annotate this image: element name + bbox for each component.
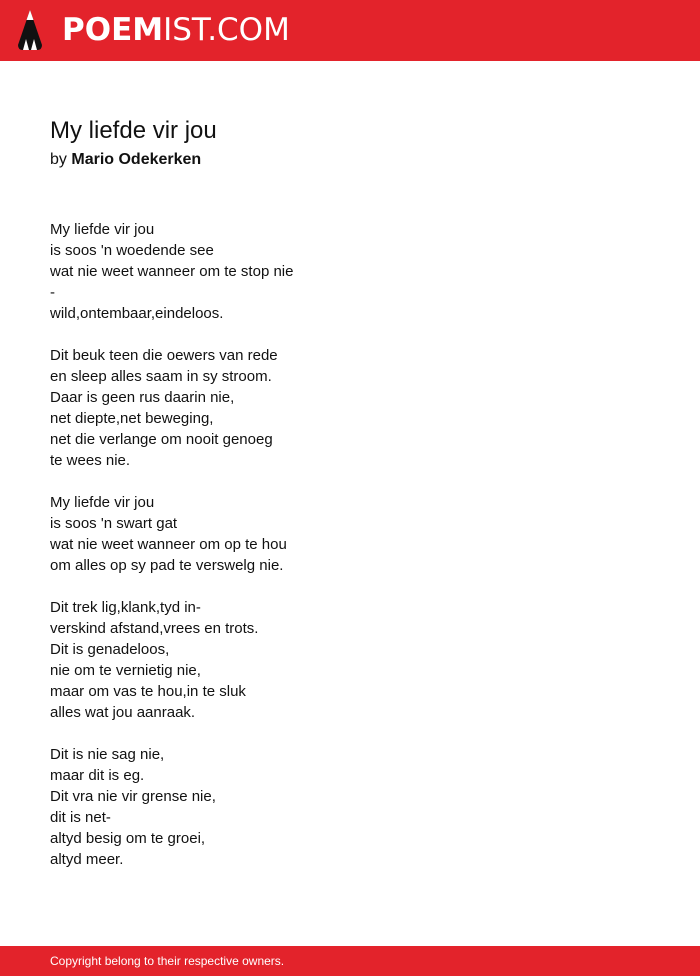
poem-line: wat nie weet wanneer om op te hou bbox=[50, 536, 287, 553]
poem-line: net die verlange om nooit genoeg bbox=[50, 431, 273, 448]
poem-line: net diepte,net beweging, bbox=[50, 410, 214, 427]
poem-line: verskind afstand,vrees en trots. bbox=[50, 620, 259, 637]
poem-line: Dit is genadeloos, bbox=[50, 641, 170, 658]
poem-line: is soos 'n swart gat bbox=[50, 515, 178, 532]
poem-line: wild,ontembaar,eindeloos. bbox=[50, 305, 224, 322]
pencil-tip-icon bbox=[17, 9, 43, 51]
stanza-gap bbox=[50, 324, 650, 345]
poem-line: is soos 'n woedende see bbox=[50, 242, 214, 259]
poem-line: Dit vra nie vir grense nie, bbox=[50, 788, 216, 805]
poem-line: Dit trek lig,klank,tyd in- bbox=[50, 599, 201, 616]
poem-line: My liefde vir jou bbox=[50, 494, 155, 511]
poem-line: maar om vas te hou,in te sluk bbox=[50, 683, 246, 700]
stanza-gap bbox=[50, 471, 650, 492]
poem-line: en sleep alles saam in sy stroom. bbox=[50, 368, 272, 385]
site-footer bbox=[0, 946, 700, 976]
poem-line: alles wat jou aanraak. bbox=[50, 704, 196, 721]
poem-byline bbox=[50, 150, 201, 170]
poem-line: Daar is geen rus daarin nie, bbox=[50, 389, 235, 406]
poem-body bbox=[50, 219, 650, 870]
brand-bold: POEM bbox=[62, 12, 164, 48]
brand-light: IST.COM bbox=[163, 12, 290, 48]
author-name: Mario Odekerken bbox=[71, 151, 202, 168]
poem-line: te wees nie. bbox=[50, 452, 131, 469]
poem-line: wat nie weet wanneer om te stop nie bbox=[50, 263, 294, 280]
poem-line: maar dit is eg. bbox=[50, 767, 145, 784]
poem-line: om alles op sy pad te verswelg nie. bbox=[50, 557, 284, 574]
by-label: by bbox=[50, 151, 67, 168]
poem-line: dit is net- bbox=[50, 809, 111, 826]
poem-line: altyd meer. bbox=[50, 851, 124, 868]
poem-line: nie om te vernietig nie, bbox=[50, 662, 201, 679]
site-header bbox=[0, 0, 700, 61]
poem-title: My liefde vir jou bbox=[50, 117, 217, 144]
poem-line: altyd besig om te groei, bbox=[50, 830, 206, 847]
copyright-text: Copyright belong to their respective owners. bbox=[50, 954, 285, 968]
stanza-gap bbox=[50, 723, 650, 744]
stanza-gap bbox=[50, 576, 650, 597]
poem-line: - bbox=[50, 284, 55, 301]
poem-line: Dit is nie sag nie, bbox=[50, 746, 165, 763]
poem-line: My liefde vir jou bbox=[50, 221, 155, 238]
site-logo[interactable] bbox=[62, 10, 290, 50]
poem-line: Dit beuk teen die oewers van rede bbox=[50, 347, 278, 364]
